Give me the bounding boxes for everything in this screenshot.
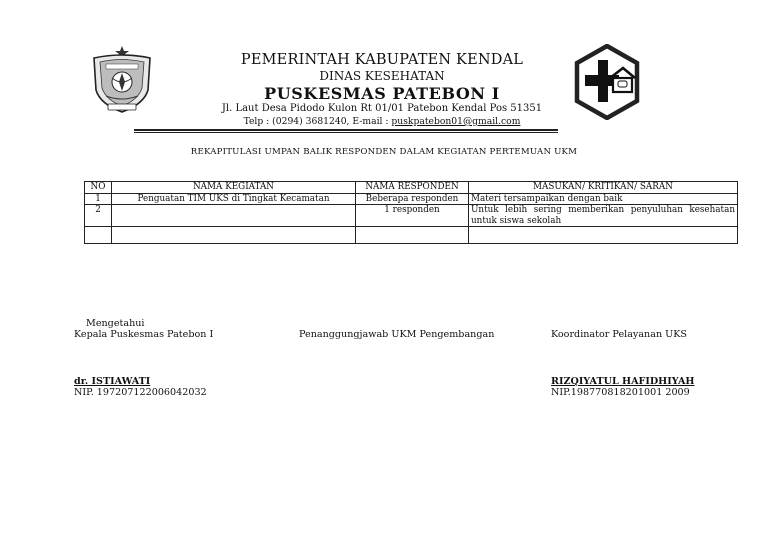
table-row [85, 227, 738, 244]
header-government-name: PEMERINTAH KABUPATEN KENDAL [240, 52, 524, 68]
header-divider-thin [134, 132, 558, 133]
cell-masukan [469, 227, 738, 244]
header-department-name: DINAS KESEHATAN [319, 69, 445, 83]
header-nama-responden: NAMA RESPONDEN [356, 182, 469, 194]
cell-kegiatan: Penguatan TIM UKS di Tingkat Kecamatan [112, 193, 356, 205]
kepala-title: Kepala Puskesmas Patebon I [74, 329, 214, 340]
header-masukan: MASUKAN/ KRITIKAN/ SARAN [469, 182, 738, 194]
koordinator-name: RIZQIYATUL HAFIDHIYAH [551, 376, 695, 387]
header-nama-kegiatan: NAMA KEGIATAN [112, 182, 356, 194]
header-email-link[interactable]: puskpatebon01@gmail.com [391, 116, 521, 127]
kepala-nip: NIP. 197207122006042032 [74, 387, 207, 398]
cell-no: 1 [85, 193, 112, 205]
cell-kegiatan [112, 227, 356, 244]
puskesmas-cross-house-icon [574, 44, 640, 120]
cell-no: 2 [85, 205, 112, 227]
koordinator-nip: NIP.198770818201001 2009 [551, 387, 690, 398]
header-no: NO [85, 182, 112, 194]
koordinator-title: Koordinator Pelayanan UKS [551, 329, 688, 340]
cell-masukan: Untuk lebih sering memberikan penyuluhan kesehatan untuk siswa sekolah [469, 205, 738, 227]
header-phone: Telp : (0294) 3681240, E-mail : [243, 116, 392, 127]
feedback-table [84, 181, 738, 244]
header-address: Jl. Laut Desa Pidodo Kulon Rt 01/01 Patebon Kendal Pos 51351 [221, 103, 543, 114]
header-divider-thick [134, 129, 558, 131]
table-row [85, 205, 738, 227]
penanggungjawab-title: Penanggungjawab UKM Pengembangan [299, 329, 495, 340]
cell-responden: 1 responden [356, 205, 469, 227]
table-row [85, 193, 738, 205]
header-puskesmas-name: PUSKESMAS PATEBON I [264, 84, 500, 103]
table-header-row [85, 182, 738, 194]
cell-responden: Beberapa responden [356, 193, 469, 205]
cell-no [85, 227, 112, 244]
cell-responden [356, 227, 469, 244]
cell-kegiatan [112, 205, 356, 227]
cell-masukan: Materi tersampaikan dengan baik [469, 193, 738, 205]
header-contact [130, 116, 634, 127]
mengetahui-label: Mengetahui [86, 318, 145, 329]
document-title: REKAPITULASI UMPAN BALIK RESPONDEN DALAM KEGIATAN PERTEMUAN UKM [190, 147, 578, 157]
kepala-name: dr. ISTIAWATI [74, 376, 151, 387]
